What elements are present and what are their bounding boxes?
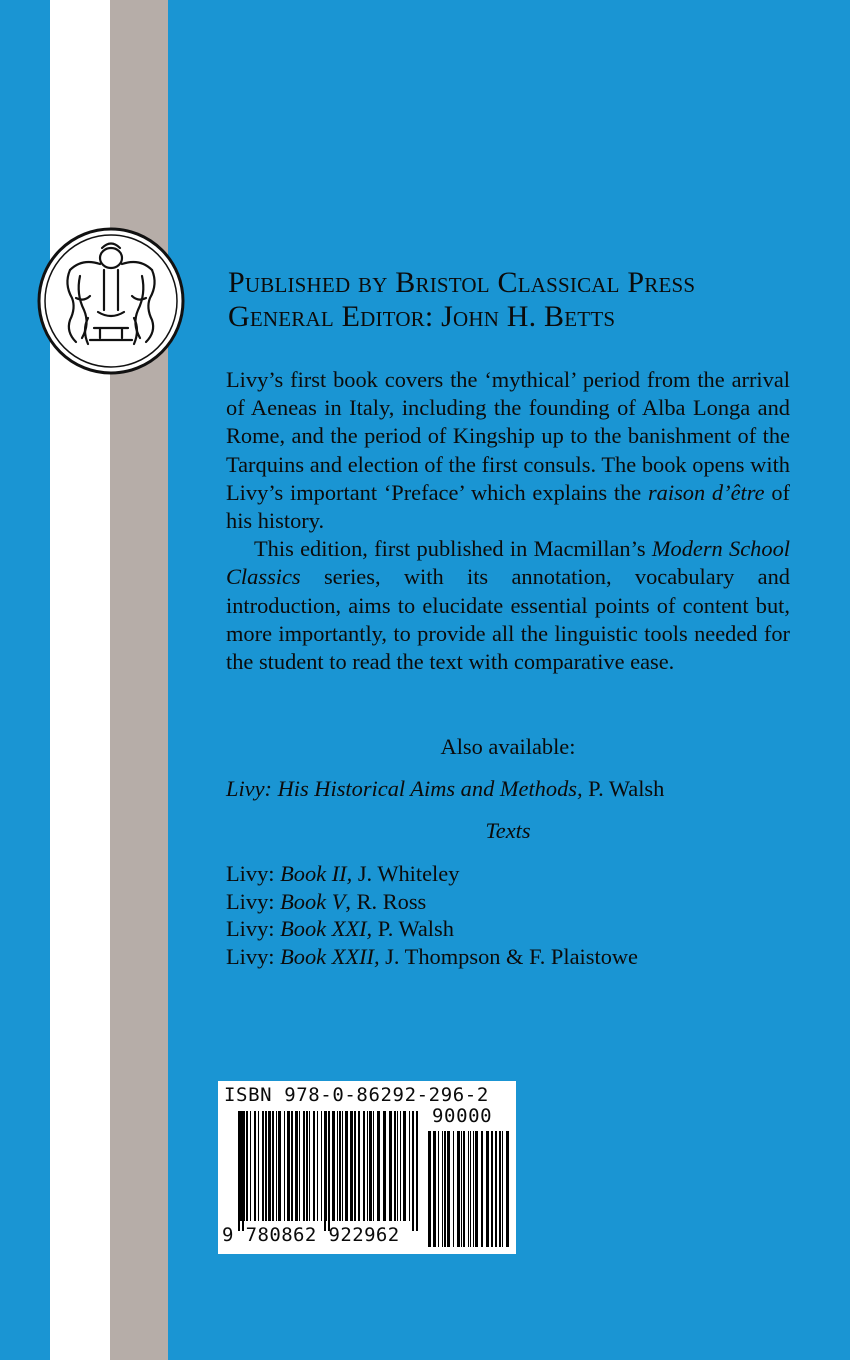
barcode-bar [442,1131,443,1247]
description-paragraph-2 [226,535,790,676]
barcode-guard-bar [324,1111,326,1231]
barcode-bar [397,1111,398,1221]
barcode-bar [258,1111,259,1221]
bristol-classical-press-emblem-icon [36,226,186,376]
barcode-bar [332,1111,335,1221]
barcode-bar [276,1111,277,1221]
barcode-bar [337,1111,338,1221]
barcode-bar [339,1111,341,1221]
barcode-bar [377,1111,380,1221]
item-author: , R. Ross [345,888,427,914]
item-prefix: Livy: [226,888,281,914]
texts-list-item [226,860,826,888]
barcode-bar [461,1131,462,1247]
barcode-bar [295,1111,298,1221]
barcode-bar [453,1131,454,1247]
description-text: Livy’s first book covers the ‘mythical’ period from the arrival of Aeneas in Italy, including the founding of Alba Longa and Rome, and the period of Kingship up to the banishment of the Tarquins and election of the first consuls. The book opens with Livy’s important ‘Preface’ which explains the [226,367,790,505]
barcode-guard-bar [412,1111,414,1231]
barcode-bar [246,1111,248,1221]
description-paragraph-1 [226,366,790,535]
barcode-bar [345,1111,348,1221]
barcode-bar [278,1111,281,1221]
item-author: P. Walsh [372,916,454,942]
general-editor: General Editor: John H. Betts [228,300,616,333]
barcode-bar [481,1131,483,1247]
texts-list-item [226,888,826,916]
barcode-bar [475,1131,478,1247]
barcode-bar [262,1111,264,1221]
barcode-bar [268,1111,271,1221]
barcode-bar [428,1131,431,1247]
texts-list-item [226,943,826,971]
barcode-bar [363,1111,365,1221]
barcode-guard-bar [416,1111,418,1231]
isbn-barcode [218,1081,516,1254]
barcode-bar [403,1111,406,1221]
item-title: Book XXI, [280,916,373,942]
item-title: Book II, [280,861,353,886]
isbn-number: ISBN 978-0-86292-296-2 [224,1084,489,1106]
barcode-bar [321,1111,322,1221]
barcode-bar [244,1111,245,1221]
barcode-bar [473,1131,474,1247]
barcode-bar [284,1111,285,1221]
barcode-bar [272,1111,274,1221]
barcode-bar [394,1111,396,1221]
barcode-bar [299,1111,300,1221]
barcode-bar [350,1111,353,1221]
barcode-bar [457,1131,460,1247]
barcode-bar [495,1131,497,1247]
barcode-guard-bar [328,1111,330,1231]
barcode-bar [389,1111,392,1221]
barcode-bar [468,1131,469,1247]
barcode-bar [433,1131,436,1247]
barcode-bar [354,1111,356,1221]
barcode-bar [306,1111,308,1221]
item-author: P. Walsh [582,776,665,801]
barcode-bar [291,1111,293,1221]
description-text: series, with its annotation, vocabulary and introduction, aims to elucidate essential points of content but, more importantly, to provide all the linguistic tools needed for the student to read the text with comparative ease. [226,564,790,675]
item-prefix: Livy: [226,943,281,969]
barcode-bar [444,1131,446,1247]
ean-digits: 9 780862 922962 [222,1224,400,1246]
item-title: Livy: His Historical Aims and Methods, [226,776,583,801]
barcode-bar [470,1131,471,1247]
texts-list-item [226,915,826,943]
texts-heading: Texts [485,818,531,843]
item-author: J. Thompson & F. Plaistowe [379,943,638,969]
item-title: Book XXII, [280,943,380,969]
price-code: 90000 [432,1105,493,1127]
barcode-bar [438,1131,439,1247]
barcode-bar [358,1111,360,1221]
barcode-bar [303,1111,305,1221]
spine-stripe-white [50,0,110,1360]
barcode-bar [409,1111,410,1221]
barcode-bar [309,1111,310,1221]
item-prefix: Livy: [226,861,281,886]
barcode-guard-bar [242,1111,244,1231]
item-author: J. Whiteley [352,861,460,886]
book-description [226,366,790,676]
publisher-name: Published by Bristol Classical Press [228,266,696,299]
barcode-bar [499,1131,501,1247]
barcode-bar [400,1111,401,1221]
barcode-bar [369,1111,372,1221]
description-italic-phrase: raison d’être [647,479,765,505]
barcode-bar [287,1111,290,1221]
barcode-bar [250,1111,251,1221]
barcode-bar [491,1131,493,1247]
texts-list [226,860,826,970]
barcode-bar [342,1111,343,1221]
spine-stripe-gray [110,0,168,1360]
barcode-bar [367,1111,368,1221]
also-available-heading: Also available: [440,734,576,759]
barcode-bar [502,1131,503,1247]
description-text: This edition, first published in Macmillan’s [254,536,652,562]
item-title: Book V [280,888,346,914]
item-prefix: Livy: [226,916,281,942]
barcode-bar [447,1131,450,1247]
barcode-bar [265,1111,267,1221]
barcode-bar [317,1111,318,1221]
barcode-bar [463,1131,465,1247]
barcode-bar [240,1111,242,1221]
series-title: Modern School Classics [226,536,790,590]
publisher-heading [228,266,828,334]
barcode-bar [506,1131,509,1247]
barcode-bar [254,1111,256,1221]
barcode-bar [486,1131,489,1247]
barcode-bar [383,1111,386,1221]
barcode-guard-bar [238,1111,240,1231]
description-text: of his history. [226,479,790,534]
also-available-item [226,775,826,803]
barcode-bar [313,1111,315,1221]
barcode-bar [373,1111,374,1221]
